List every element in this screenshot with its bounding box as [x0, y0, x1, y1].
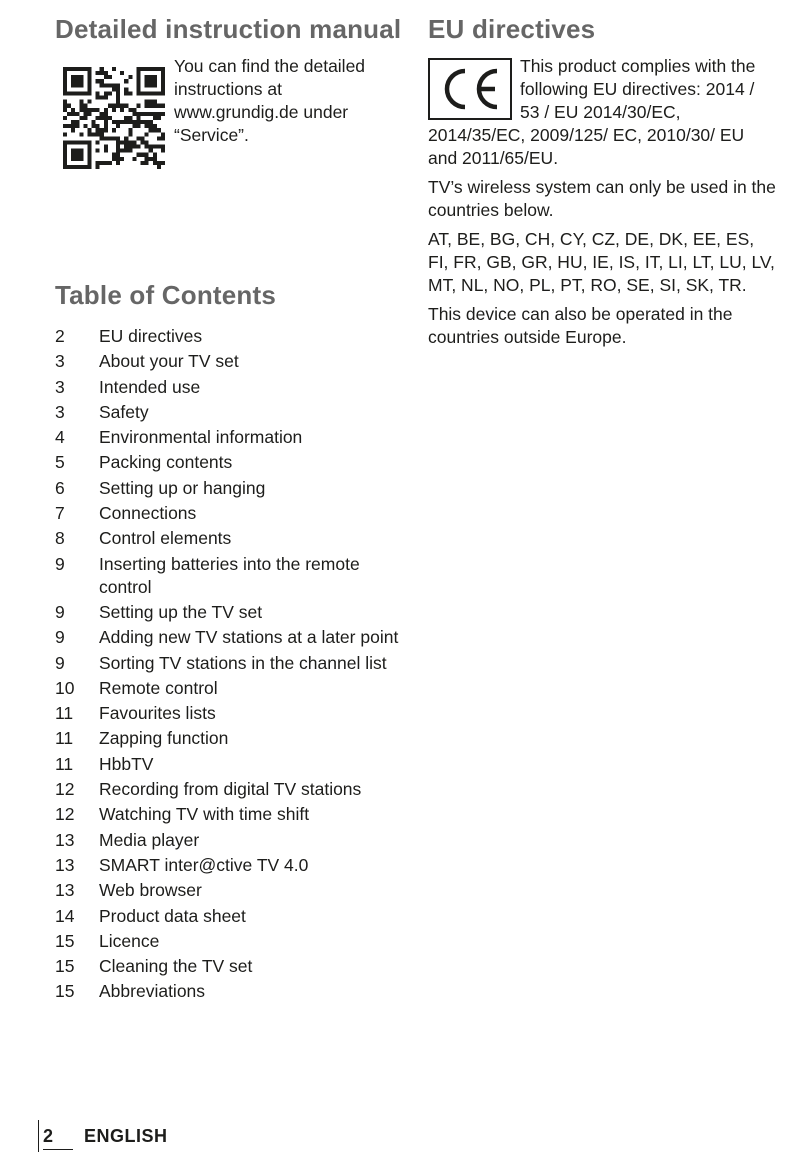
toc-item-title: About your TV set — [99, 351, 239, 372]
toc-item[interactable] — [55, 350, 400, 373]
page-number: 2 — [43, 1126, 73, 1150]
toc-item[interactable] — [55, 879, 400, 902]
toc-page-number: 13 — [55, 854, 75, 875]
toc-item-title: Abbreviations — [99, 981, 206, 1002]
toc-page-number: 7 — [55, 503, 65, 524]
toc-item[interactable] — [55, 527, 400, 550]
toc-item-title: Cleaning the TV set — [99, 956, 253, 977]
toc-item-title: Safety — [99, 401, 149, 422]
toc-page-number: 9 — [55, 652, 65, 673]
toc-page-number: 9 — [55, 553, 65, 574]
toc-item-title: Media player — [99, 829, 200, 850]
toc-item-title: Watching TV with time shift — [99, 804, 310, 825]
footer-language: ENGLISH — [84, 1126, 168, 1146]
toc-item-title: Licence — [99, 930, 160, 951]
toc-item[interactable] — [55, 426, 400, 449]
toc-page-number: 12 — [55, 804, 75, 825]
toc-page-number: 11 — [55, 728, 74, 749]
toc-page-number: 5 — [55, 452, 65, 473]
toc-page-number: 14 — [55, 905, 75, 926]
toc-item-title: HbbTV — [99, 753, 154, 774]
toc-page-number: 15 — [55, 930, 75, 951]
toc-item[interactable] — [55, 601, 400, 624]
toc-item[interactable] — [55, 980, 400, 1003]
toc-item[interactable] — [55, 778, 400, 801]
toc-item[interactable] — [55, 325, 400, 348]
toc-item-title: Favourites lists — [99, 703, 216, 724]
toc-item[interactable] — [55, 955, 400, 978]
eu-directives-text: This product complies with the following EU directives: 2014 / 53 / EU 2014/30/EC, 2014/35/EC, 2009/125/ EC, 2010/30/ EU and 2011/65/EU. — [428, 56, 756, 168]
toc-list — [55, 325, 400, 1006]
footer-bar — [38, 1120, 39, 1152]
toc-item[interactable] — [55, 626, 400, 649]
toc-page-number: 15 — [55, 981, 75, 1002]
toc-page-number: 9 — [55, 627, 65, 648]
eu-heading: EU directives — [428, 14, 596, 44]
toc-item-title: Control elements — [99, 528, 232, 549]
toc-item-title: Connections — [99, 503, 197, 524]
toc-page-number: 9 — [55, 601, 65, 622]
toc-item[interactable] — [55, 401, 400, 424]
toc-item-title: SMART inter@ctive TV 4.0 — [99, 854, 309, 875]
country-list: AT, BE, BG, CH, CY, CZ, DE, DK, EE, ES, FI, FR, GB, GR, HU, IE, IS, IT, LI, LT, LU, LV, MT, NL, NO, PL, PT, RO, SE, SI, SK, TR. — [428, 229, 775, 295]
toc-item-title: Sorting TV stations in the channel list — [99, 652, 387, 673]
toc-item[interactable] — [55, 727, 400, 750]
toc-item-title: Adding new TV stations at a later point — [99, 627, 399, 648]
toc-item[interactable] — [55, 829, 400, 852]
toc-item-title: Product data sheet — [99, 905, 246, 926]
toc-page-number: 2 — [55, 326, 65, 346]
toc-page-number: 13 — [55, 880, 75, 901]
toc-heading: Table of Contents — [55, 280, 277, 310]
toc-item[interactable] — [55, 677, 400, 700]
ce-mark-icon — [428, 58, 512, 120]
toc-item[interactable] — [55, 753, 400, 776]
toc-item[interactable] — [55, 553, 400, 599]
toc-page-number: 12 — [55, 779, 75, 800]
toc-item[interactable] — [55, 930, 400, 953]
toc-page-number: 13 — [55, 829, 75, 850]
toc-page-number: 6 — [55, 477, 65, 498]
toc-item-title: EU directives — [99, 326, 203, 346]
toc-page-number: 11 — [55, 703, 74, 724]
toc-item[interactable] — [55, 451, 400, 474]
toc-page-number: 3 — [55, 401, 65, 422]
toc-item-title: Recording from digital TV stations — [99, 779, 362, 800]
toc-page-number: 4 — [55, 427, 65, 448]
outside-europe-text: This device can also be operated in the countries outside Europe. — [428, 304, 733, 347]
toc-item[interactable] — [55, 477, 400, 500]
toc-page-number: 8 — [55, 528, 65, 549]
toc-item-title: Intended use — [99, 376, 201, 397]
toc-item-title: Remote control — [99, 677, 218, 698]
toc-item-title: Setting up the TV set — [99, 601, 263, 622]
toc-item[interactable] — [55, 854, 400, 877]
toc-page-number: 3 — [55, 351, 65, 372]
qr-code-icon[interactable] — [63, 67, 165, 169]
toc-item[interactable] — [55, 905, 400, 928]
toc-item-title: Zapping function — [99, 728, 229, 749]
toc-item[interactable] — [55, 803, 400, 826]
toc-item-title: Setting up or hanging — [99, 477, 266, 498]
instructions-text: You can find the detailed instructions at www.grundig.de under “Service”. — [174, 56, 366, 145]
toc-page-number: 11 — [55, 753, 74, 774]
toc-item[interactable] — [55, 376, 400, 399]
toc-page-number: 3 — [55, 376, 65, 397]
toc-item-title: Packing contents — [99, 452, 233, 473]
toc-item[interactable] — [55, 652, 400, 675]
toc-item-title: Inserting batteries into the remote control — [99, 553, 360, 597]
instructions-heading: Detailed instruction manual — [55, 14, 402, 44]
toc-page-number: 10 — [55, 677, 75, 698]
toc-page-number: 15 — [55, 956, 75, 977]
toc-item-title: Web browser — [99, 880, 202, 901]
toc-item[interactable] — [55, 502, 400, 525]
wireless-text: TV’s wireless system can only be used in the countries below. — [428, 177, 776, 220]
toc-item-title: Environmental information — [99, 427, 303, 448]
toc-item[interactable] — [55, 702, 400, 725]
eu-section — [428, 55, 778, 355]
